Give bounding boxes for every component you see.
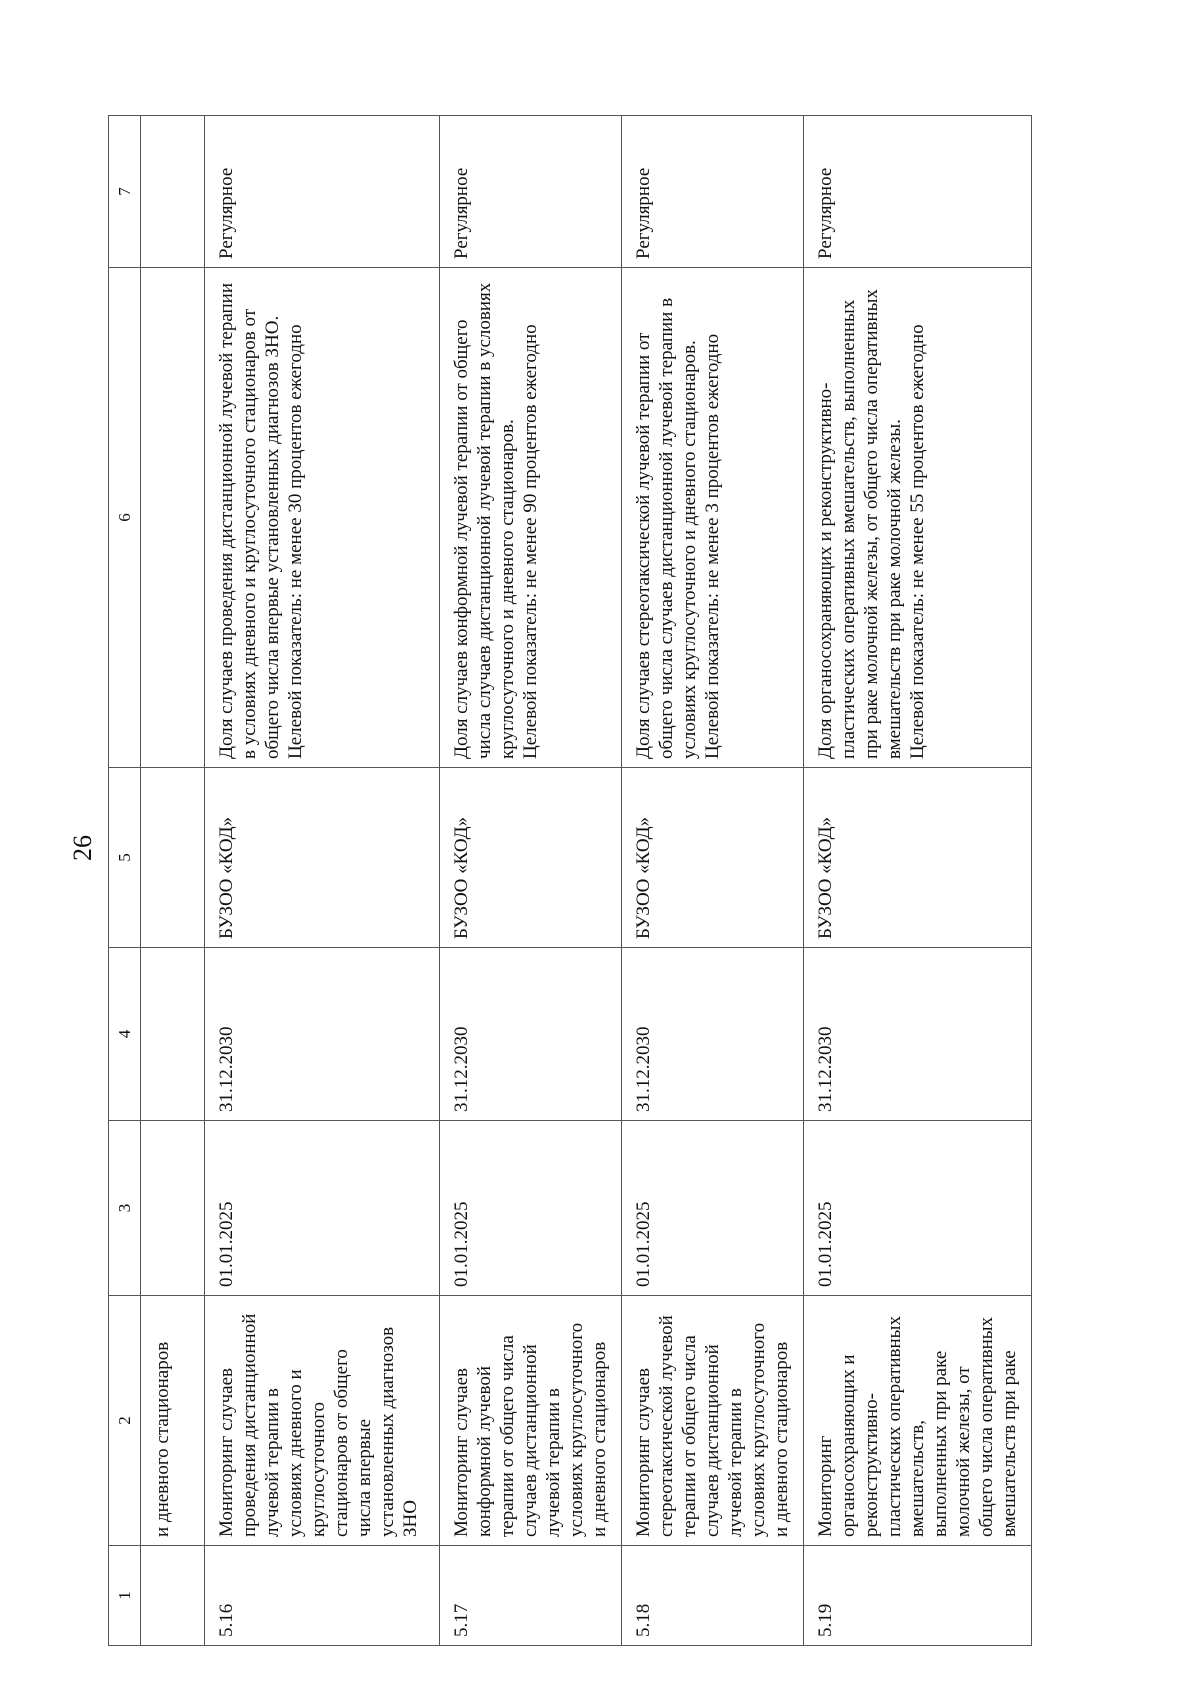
header-row [109, 116, 141, 1646]
executor: БУЗОО «КОД» [804, 768, 1032, 948]
table-row [622, 116, 804, 1646]
header-cell: 1 [109, 1546, 141, 1646]
executor: БУЗОО «КОД» [440, 768, 622, 948]
start-date: 01.01.2025 [205, 1121, 440, 1296]
activity-name: Мониторинг случаев проведения дистанционной лучевой терапии в условиях дневного и круглосуточного стационаров от общего числа впервые установленных диагнозов ЗНО [205, 1296, 440, 1546]
header-cell: 5 [109, 768, 141, 948]
header-cell: 4 [109, 948, 141, 1121]
end-date: 31.12.2030 [622, 948, 804, 1121]
expected-result: Доля случаев конформной лучевой терапии от общего числа случаев дистанционной лучевой терапии в условиях круглосуточного и дневного стационаров. Целевой показатель: не менее 90 процентов ежегодно [440, 268, 622, 768]
end-date: 31.12.2030 [440, 948, 622, 1121]
executor: БУЗОО «КОД» [205, 768, 440, 948]
cell-empty [141, 948, 205, 1121]
cell-empty [141, 116, 205, 268]
header-cell: 7 [109, 116, 141, 268]
end-date: 31.12.2030 [804, 948, 1032, 1121]
row-number: 5.17 [440, 1546, 622, 1646]
header-cell: 6 [109, 268, 141, 768]
table-row [205, 116, 440, 1646]
start-date: 01.01.2025 [440, 1121, 622, 1296]
row-number: 5.18 [622, 1546, 804, 1646]
continuation-text: и дневного стационаров [141, 1296, 205, 1546]
start-date: 01.01.2025 [804, 1121, 1032, 1296]
cell-empty [141, 268, 205, 768]
activity-type: Регулярное [804, 116, 1032, 268]
cell-empty [141, 1121, 205, 1296]
row-number: 5.16 [205, 1546, 440, 1646]
expected-result: Доля случаев проведения дистанционной лучевой терапии в условиях дневного и круглосуточного стационаров от общего числа впервые установленных диагнозов ЗНО. Целевой показатель: не менее 30 процентов ежегодно [205, 268, 440, 768]
cell-empty [141, 768, 205, 948]
header-cell: 2 [109, 1296, 141, 1546]
continuation-row [141, 116, 205, 1646]
executor: БУЗОО «КОД» [622, 768, 804, 948]
row-number: 5.19 [804, 1546, 1032, 1646]
start-date: 01.01.2025 [622, 1121, 804, 1296]
page-number: 26 [68, 835, 97, 861]
cell-num [141, 1546, 205, 1646]
activity-name: Мониторинг случаев стереотаксической лучевой терапии от общего числа случаев дистанционной лучевой терапии в условиях круглосуточного и дневного стационаров [622, 1296, 804, 1546]
activity-type: Регулярное [622, 116, 804, 268]
expected-result: Доля случаев стереотаксической лучевой терапии от общего числа случаев дистанционной лучевой терапии в условиях круглосуточного и дневного стационаров. Целевой показатель: не менее 3 процентов ежегодно [622, 268, 804, 768]
plan-table [108, 115, 1032, 1646]
activity-name: Мониторинг случаев конформной лучевой терапии от общего числа случаев дистанционной лучевой терапии в условиях круглосуточного и дневного стационаров [440, 1296, 622, 1546]
table-row [804, 116, 1032, 1646]
end-date: 31.12.2030 [205, 948, 440, 1121]
expected-result: Доля органосохраняющих и реконструктивно-пластических оперативных вмешательств, выполненных при раке молочной железы, от общего числа оперативных вмешательств при раке молочной железы. Целевой показатель: не менее 55 процентов ежегодно [804, 268, 1032, 768]
table-row [440, 116, 622, 1646]
header-cell: 3 [109, 1121, 141, 1296]
activity-type: Регулярное [440, 116, 622, 268]
activity-type: Регулярное [205, 116, 440, 268]
activity-name: Мониторинг органосохраняющих и реконструктивно- пластических оперативных вмешательств, выполненных при раке молочной железы, от общего числа оперативных вмешательств при раке [804, 1296, 1032, 1546]
